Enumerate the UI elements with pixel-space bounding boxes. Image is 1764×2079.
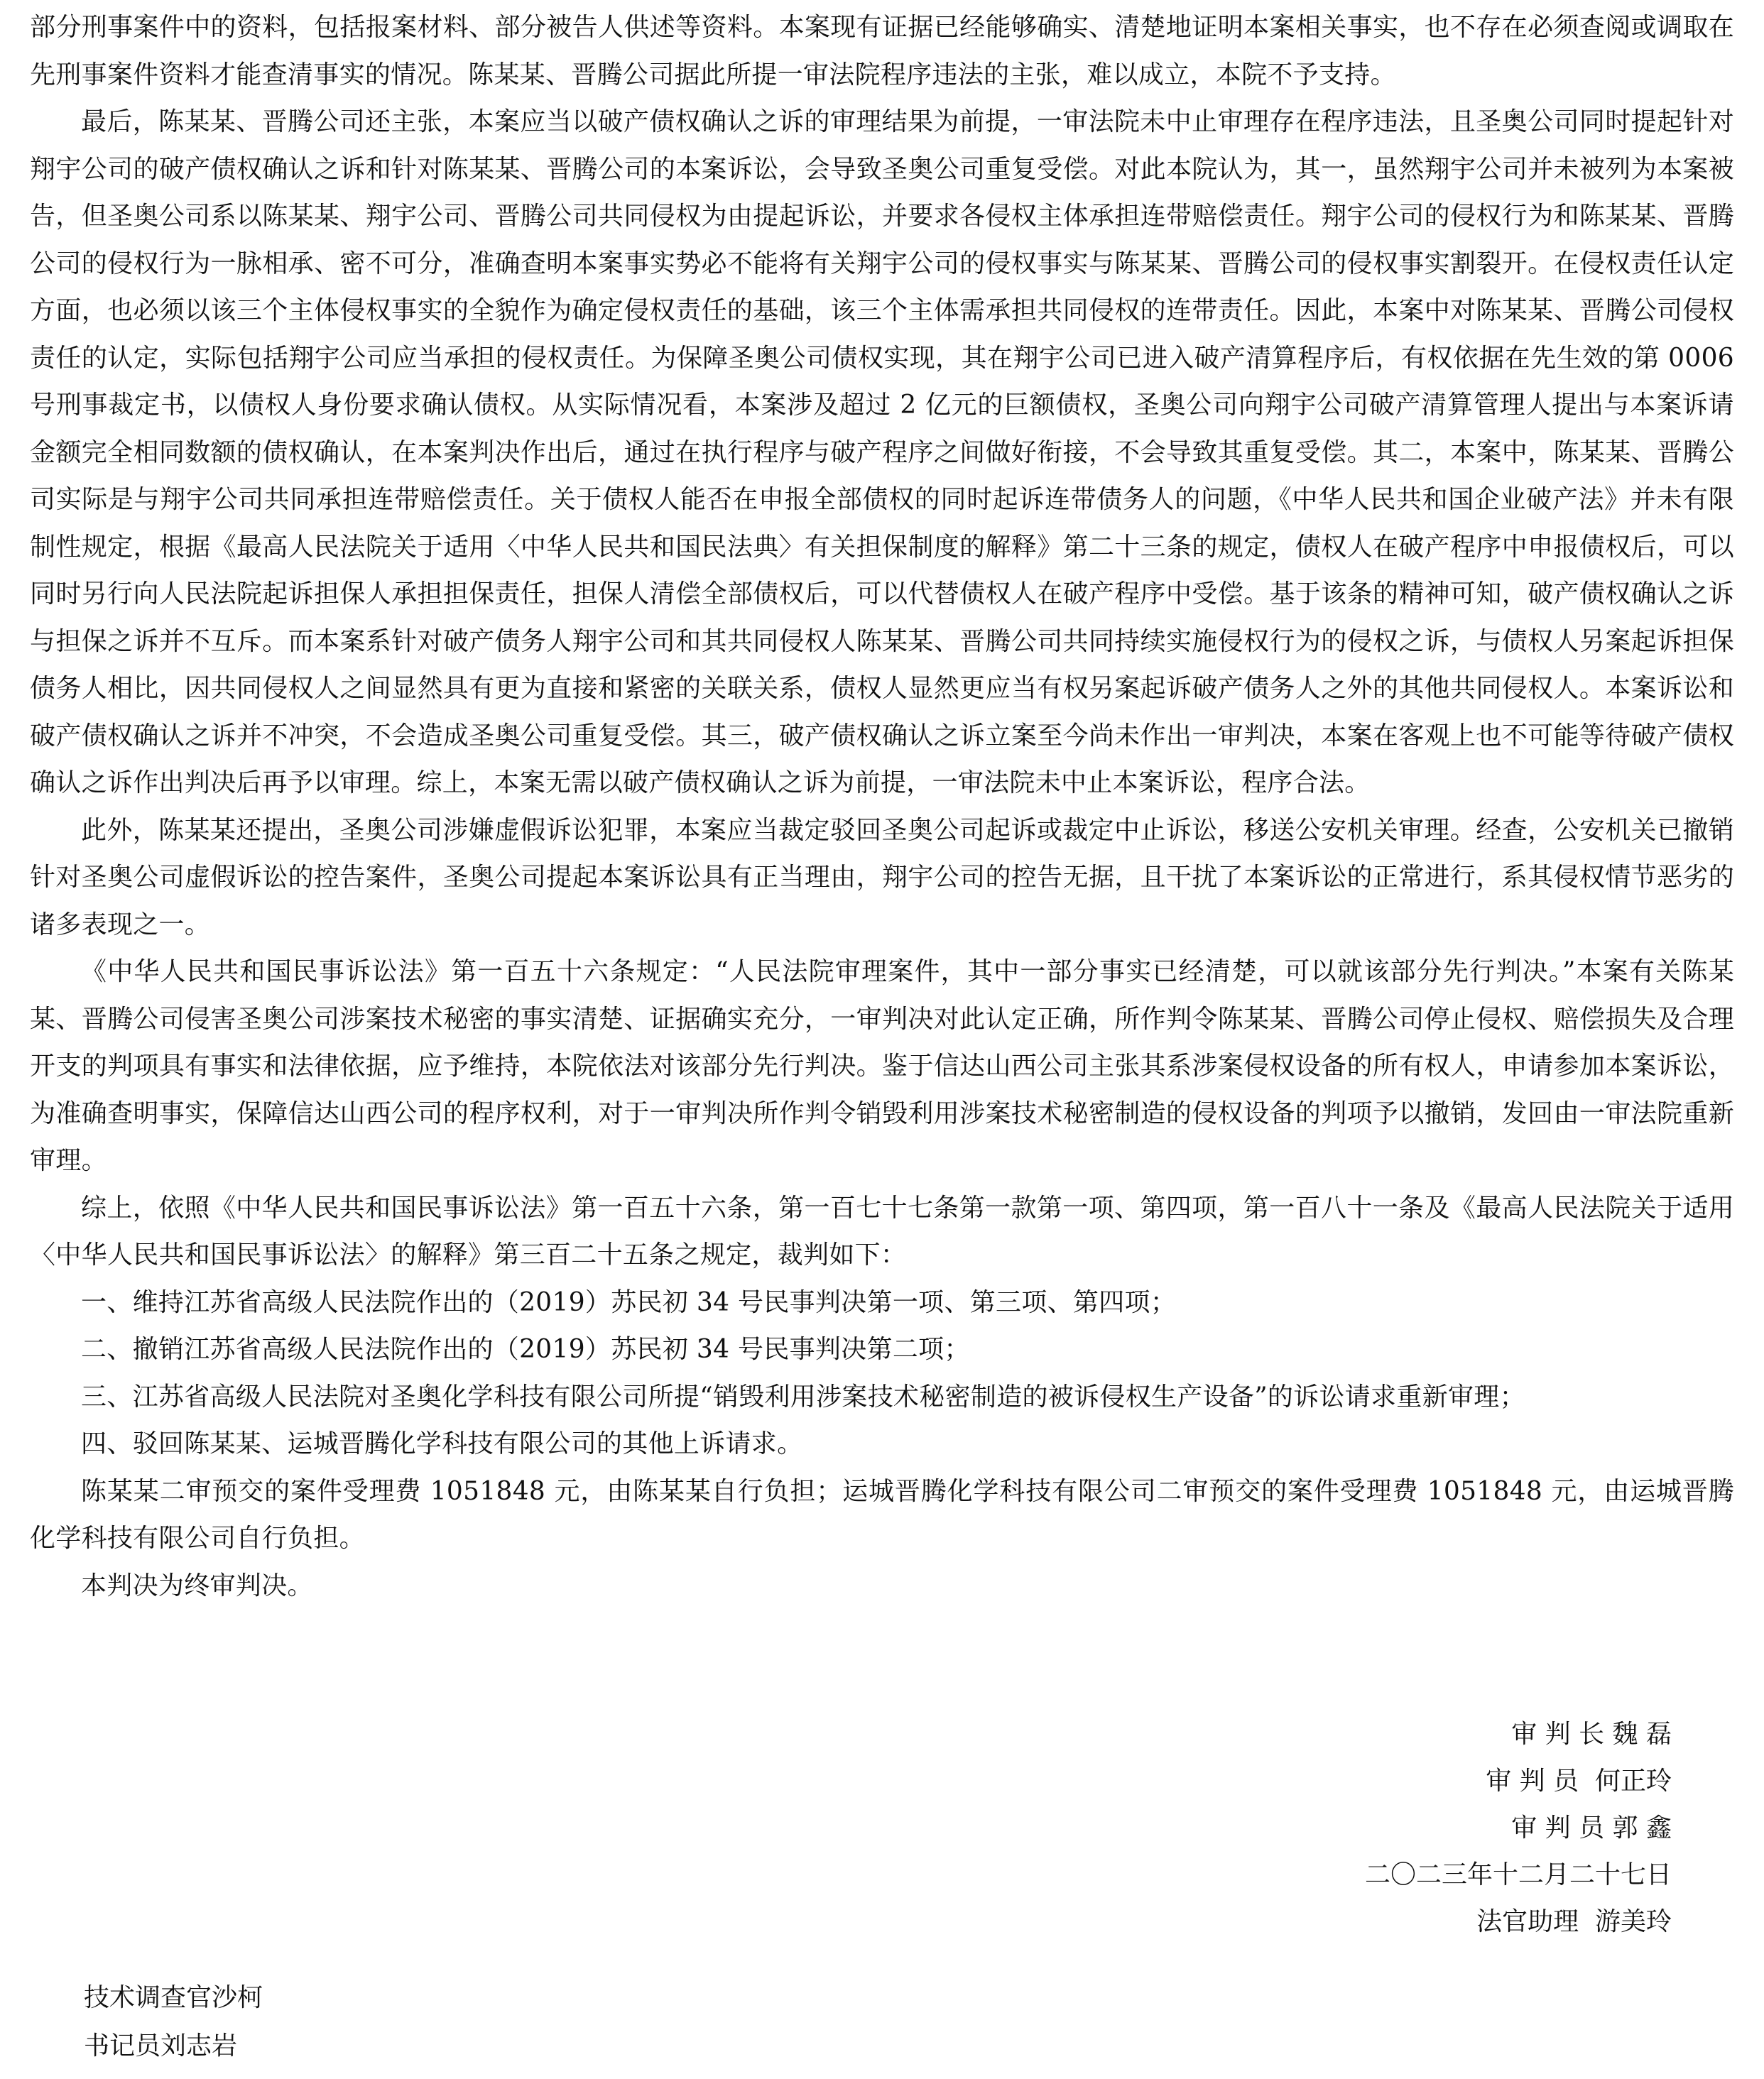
ruling-item-4: 四、驳回陈某某、运城晋腾化学科技有限公司的其他上诉请求。 (81, 1429, 803, 1458)
paragraph-criminal-materials: 部分刑事案件中的资料，包括报案材料、部分被告人供述等资料。本案现有证据已经能够确实、清楚地证明本案相关事实，也不存在必须查阅或调取在先刑事案件资料才能查清事实的情况。陈某某、晋腾公司据此所提一审法院程序违法的主张，难以成立，本院不予支持。 (30, 13, 1734, 89)
judgment-body (30, 4, 1734, 1610)
paragraph-final-judgment: 本判决为终审判决。 (81, 1571, 313, 1600)
paragraph-case-fees: 陈某某二审预交的案件受理费 1051848 元，由陈某某自行负担；运城晋腾化学科技有限公司二审预交的案件受理费 1051848 元，由运城晋腾化学科技有限公司自行负担。 (30, 1476, 1734, 1553)
paragraph-false-litigation: 此外，陈某某还提出，圣奥公司涉嫌虚假诉讼犯罪，本案应当裁定驳回圣奥公司起诉或裁定中止诉讼，移送公安机关审理。经查，公安机关已撤销针对圣奥公司虚假诉讼的控告案件，圣奥公司提起本案诉讼具有正当理由，翔宇公司的控告无据，且干扰了本案诉讼的正常进行，系其侵权情节恶劣的诸多表现之一。 (30, 815, 1734, 939)
judge-he-zhengling: 审 判 员 何正玲 (1486, 1767, 1672, 1796)
judgment-date: 二〇二三年十二月二十七日 (1364, 1860, 1672, 1889)
ruling-item-2: 二、撤销江苏省高级人民法院作出的（2019）苏民初 34 号民事判决第二项； (81, 1335, 970, 1364)
judge-guo-xin: 审 判 员 郭 鑫 (1511, 1813, 1672, 1843)
tech-investigator: 技术调查官沙柯 (84, 1983, 263, 2012)
presiding-judge: 审 判 长 魏 磊 (1511, 1720, 1672, 1749)
ruling-item-1: 一、维持江苏省高级人民法院作出的（2019）苏民初 34 号民事判决第一项、第三项、第四项； (81, 1287, 1177, 1317)
judge-assistant: 法官助理 游美玲 (1476, 1907, 1672, 1936)
clerk-block (84, 1974, 263, 2070)
ruling-item-3: 三、江苏省高级人民法院对圣奥化学科技有限公司所提“销毁利用涉案技术秘密制造的被诉侵权生产设备”的诉讼请求重新审理； (81, 1382, 1525, 1412)
paragraph-bankruptcy-claim: 最后，陈某某、晋腾公司还主张，本案应当以破产债权确认之诉的审理结果为前提，一审法院未中止审理存在程序违法，且圣奥公司同时提起针对翔宇公司的破产债权确认之诉和针对陈某某、晋腾公司的本案诉讼，会导致圣奥公司重复受偿。对此本院认为，其一，虽然翔宇公司并未被列为本案被告，但圣奥公司系以陈某某、翔宇公司、晋腾公司共同侵权为由提起诉讼，并要求各侵权主体承担连带赔偿责任。翔宇公司的侵权行为和陈某某、晋腾公司的侵权行为一脉相承、密不可分，准确查明本案事实势必不能将有关翔宇公司的侵权事实与陈某某、晋腾公司的侵权事实割裂开。在侵权责任认定方面，也必须以该三个主体侵权事实的全貌作为确定侵权责任的基础，该三个主体需承担共同侵权的连带责任。因此，本案中对陈某某、晋腾公司侵权责任的认定，实际包括翔宇公司应当承担的侵权责任。为保障圣奥公司债权实现，其在翔宇公司已进入破产清算程序后，有权依据在先生效的第 0006 号刑事裁定书，以债权人身份要求确认债权。从实际情况看，本案涉及超过 2 亿元的巨额债权，圣奥公司向翔宇公司破产清算管理人提出与本案诉请金额完全相同数额的债权确认，在本案判决作出后，通过在执行程序与破产程序之间做好衔接，不会导致其重复受偿。其二，本案中，陈某某、晋腾公司实际是与翔宇公司共同承担连带赔偿责任。关于债权人能否在申报全部债权的同时起诉连带债务人的问题，《中华人民共和国企业破产法》并未有限制性规定，根据《最高人民法院关于适用〈中华人民共和国民法典〉有关担保制度的解释》第二十三条的规定，债权人在破产程序中申报债权后，可以同时另行向人民法院起诉担保人承担担保责任，担保人清偿全部债权后，可以代替债权人在破产程序中受偿。基于该条的精神可知，破产债权确认之诉与担保之诉并不互斥。而本案系针对破产债务人翔宇公司和其共同侵权人陈某某、晋腾公司共同持续实施侵权行为的侵权之诉，与债权人另案起诉担保债务人相比，因共同侵权人之间显然具有更为直接和紧密的关联关系，债权人显然更应当有权另案起诉破产债务人之外的其他共同侵权人。本案诉讼和破产债权确认之诉并不冲突，不会造成圣奥公司重复受偿。其三，破产债权确认之诉立案至今尚未作出一审判决，本案在客观上也不可能等待破产债权确认之诉作出判决后再予以审理。综上，本案无需以破产债权确认之诉为前提，一审法院未中止本案诉讼，程序合法。 (30, 107, 1734, 797)
signature-block (1217, 1711, 1672, 1946)
court-clerk: 书记员刘志岩 (84, 2031, 238, 2061)
paragraph-partial-judgment: 《中华人民共和国民事诉讼法》第一百五十六条规定：“人民法院审理案件，其中一部分事实已经清楚，可以就该部分先行判决。”本案有关陈某某、晋腾公司侵害圣奥公司涉案技术秘密的事实清楚、证据确实充分，一审判决对此认定正确，所作判令陈某某、晋腾公司停止侵权、赔偿损失及合理开支的判项具有事实和法律依据，应予维持，本院依法对该部分先行判决。鉴于信达山西公司主张其系涉案侵权设备的所有权人，申请参加本案诉讼，为准确查明事实，保障信达山西公司的程序权利，对于一审判决所作判令销毁利用涉案技术秘密制造的侵权设备的判项予以撤销，发回由一审法院重新审理。 (30, 957, 1734, 1175)
paragraph-legal-basis: 综上，依照《中华人民共和国民事诉讼法》第一百五十六条，第一百七十七条第一款第一项、第四项，第一百八十一条及《最高人民法院关于适用〈中华人民共和国民事诉讼法〉的解释》第三百二十五条之规定，裁判如下： (30, 1193, 1734, 1270)
